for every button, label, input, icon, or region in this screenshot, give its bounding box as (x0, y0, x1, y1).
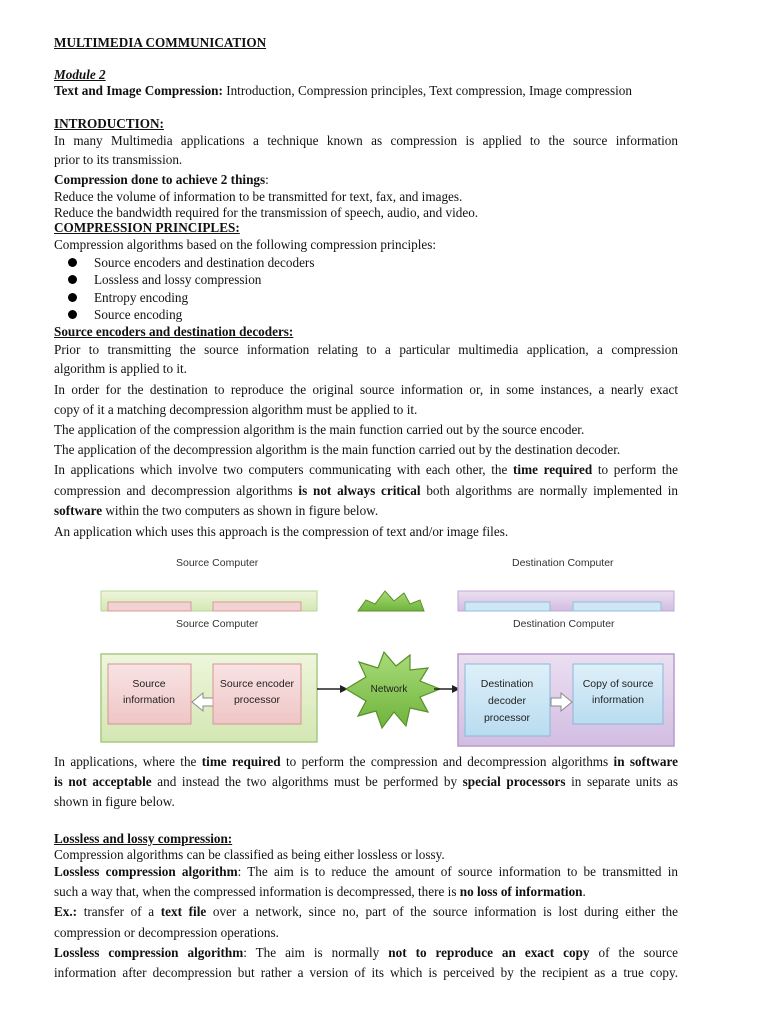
decoder-text-3: processor (483, 712, 531, 724)
bold-run: time required (201, 754, 281, 769)
bold-run: not to reproduce an exact copy (388, 945, 590, 960)
src-line-2: algorithm is applied to it. (54, 361, 187, 376)
goal-1: Reduce the volume of information to be transmitted for text, fax, and images. (54, 189, 463, 204)
text-run: of the source (589, 945, 679, 960)
text-run: : The aim is normally (243, 945, 389, 960)
lossless-line-1 (54, 864, 678, 880)
decoder-text-1: Destination (480, 678, 534, 690)
lossless-line-2 (54, 884, 678, 900)
example-line-2: compression or decompression operations. (54, 925, 279, 940)
goal-2: Reduce the bandwidth required for the transmission of speech, audio, and video. (54, 205, 479, 220)
bold-run: Ex.: (54, 904, 78, 919)
bold-run: no loss of information (459, 884, 583, 899)
bullet-text: Source encoding (94, 307, 183, 322)
text-run: In applications, where the (54, 754, 202, 769)
partial-source-box (108, 602, 191, 611)
src-line-5: The application of the compression algorithm is the main function carried out by the source encoder. (54, 422, 585, 437)
intro-line-1: In many Multimedia applications a technique known as compression is applied to the source information (54, 133, 678, 148)
src-line-3: In order for the destination to reproduce the original source information or, in some instances, a nearly exact (54, 382, 678, 397)
copy-text-2: information (592, 694, 644, 706)
bold-run: Lossless compression algorithm (54, 864, 238, 879)
decoder-text-2: decoder (488, 695, 526, 707)
bold-run: is not always critical (298, 483, 421, 498)
copy-text-1: Copy of source (582, 678, 654, 690)
encoder-text-1: Source encoder (219, 678, 295, 690)
principles-heading: COMPRESSION PRINCIPLES: (54, 220, 240, 235)
bold-run: software (54, 503, 103, 518)
bold-run: Lossless compression algorithm (54, 945, 244, 960)
bullet-text: Lossless and lossy compression (94, 272, 262, 287)
encoder-text-2: processor (233, 694, 281, 706)
bold-run: text file (160, 904, 207, 919)
text-run: such a way that, when the compressed information is decompressed, there is (54, 884, 460, 899)
text-run: and instead the two algorithms must be performed by (151, 774, 463, 789)
destination-computer-label: Destination Computer (513, 618, 615, 630)
text-run: transfer of a (77, 904, 161, 919)
module-label: Module 2 (54, 67, 106, 82)
bold-run: is not acceptable (54, 774, 152, 789)
src-heading: Source encoders and destination decoders: (54, 324, 294, 339)
text-run: to perform the (592, 462, 678, 477)
src-line-6: The application of the decompression algorithm is the main function carried out by the destination decoder. (54, 442, 621, 457)
example-line-1 (54, 904, 678, 920)
principles-lead: Compression algorithms based on the following compression principles: (54, 237, 437, 252)
lossy-line-1 (54, 945, 678, 961)
partial-encoder-box (213, 602, 301, 611)
text-run: both algorithms are normally implemented in (420, 483, 678, 498)
hw-line-3: shown in figure below. (54, 794, 175, 809)
src-line-4: copy of it a matching decompression algorithm must be applied to it. (54, 402, 418, 417)
partial-decoder-box (465, 602, 550, 611)
text-run: compression and decompression algorithms (54, 483, 299, 498)
partial-copy-box (573, 602, 661, 611)
hw-line-1 (54, 754, 678, 770)
text-run: . (582, 884, 586, 899)
goals-bold: Compression done to achieve 2 things (54, 172, 266, 187)
network-label: Network (370, 684, 408, 695)
src-line-10: An application which uses this approach is the compression of text and/or image files. (54, 524, 509, 539)
partial-network-shape (358, 591, 424, 611)
destination-computer-label: Destination Computer (512, 557, 614, 569)
lossless-lead: Compression algorithms can be classified as being either lossless or lossy. (54, 847, 445, 862)
source-computer-label: Source Computer (176, 557, 259, 569)
src-line-1: Prior to transmitting the source information relating to a particular multimedia application, a compression (54, 342, 678, 357)
bold-run: time required (513, 462, 593, 477)
hw-line-2 (54, 774, 678, 790)
bold-run: in software (613, 754, 678, 769)
text-run: within the two computers as shown in figure below. (102, 503, 379, 518)
text-run: : The aim is to reduce the amount of source information to be transmitted in (237, 864, 678, 879)
text-run: in separate units as (565, 774, 678, 789)
topics-text: Introduction, Compression principles, Text compression, Image compression (226, 83, 632, 98)
text-run: In applications which involve two computers communicating with each other, the (54, 462, 514, 477)
source-info-text-2: information (123, 694, 175, 706)
source-info-text-1: Source (132, 678, 166, 690)
text-run: to perform the compression and decompression algorithms (280, 754, 614, 769)
goals-colon: : (265, 172, 269, 187)
text-run: over a network, since no, part of the source information is lost during either the (206, 904, 678, 919)
intro-heading: INTRODUCTION: (54, 116, 164, 131)
source-computer-label: Source Computer (176, 618, 259, 630)
lossy-line-2: information after decompression but rather a version of its which is perceived by the recipient as a true copy. (54, 965, 678, 980)
bullet-text: Source encoders and destination decoders (94, 255, 315, 270)
bold-run: special processors (462, 774, 566, 789)
topics-label: Text and Image Compression: (54, 83, 223, 98)
intro-line-2: prior to its transmission. (54, 152, 183, 167)
lossless-heading: Lossless and lossy compression: (54, 831, 233, 846)
doc-title: MULTIMEDIA COMMUNICATION (54, 35, 267, 50)
bullet-text: Entropy encoding (94, 290, 189, 305)
